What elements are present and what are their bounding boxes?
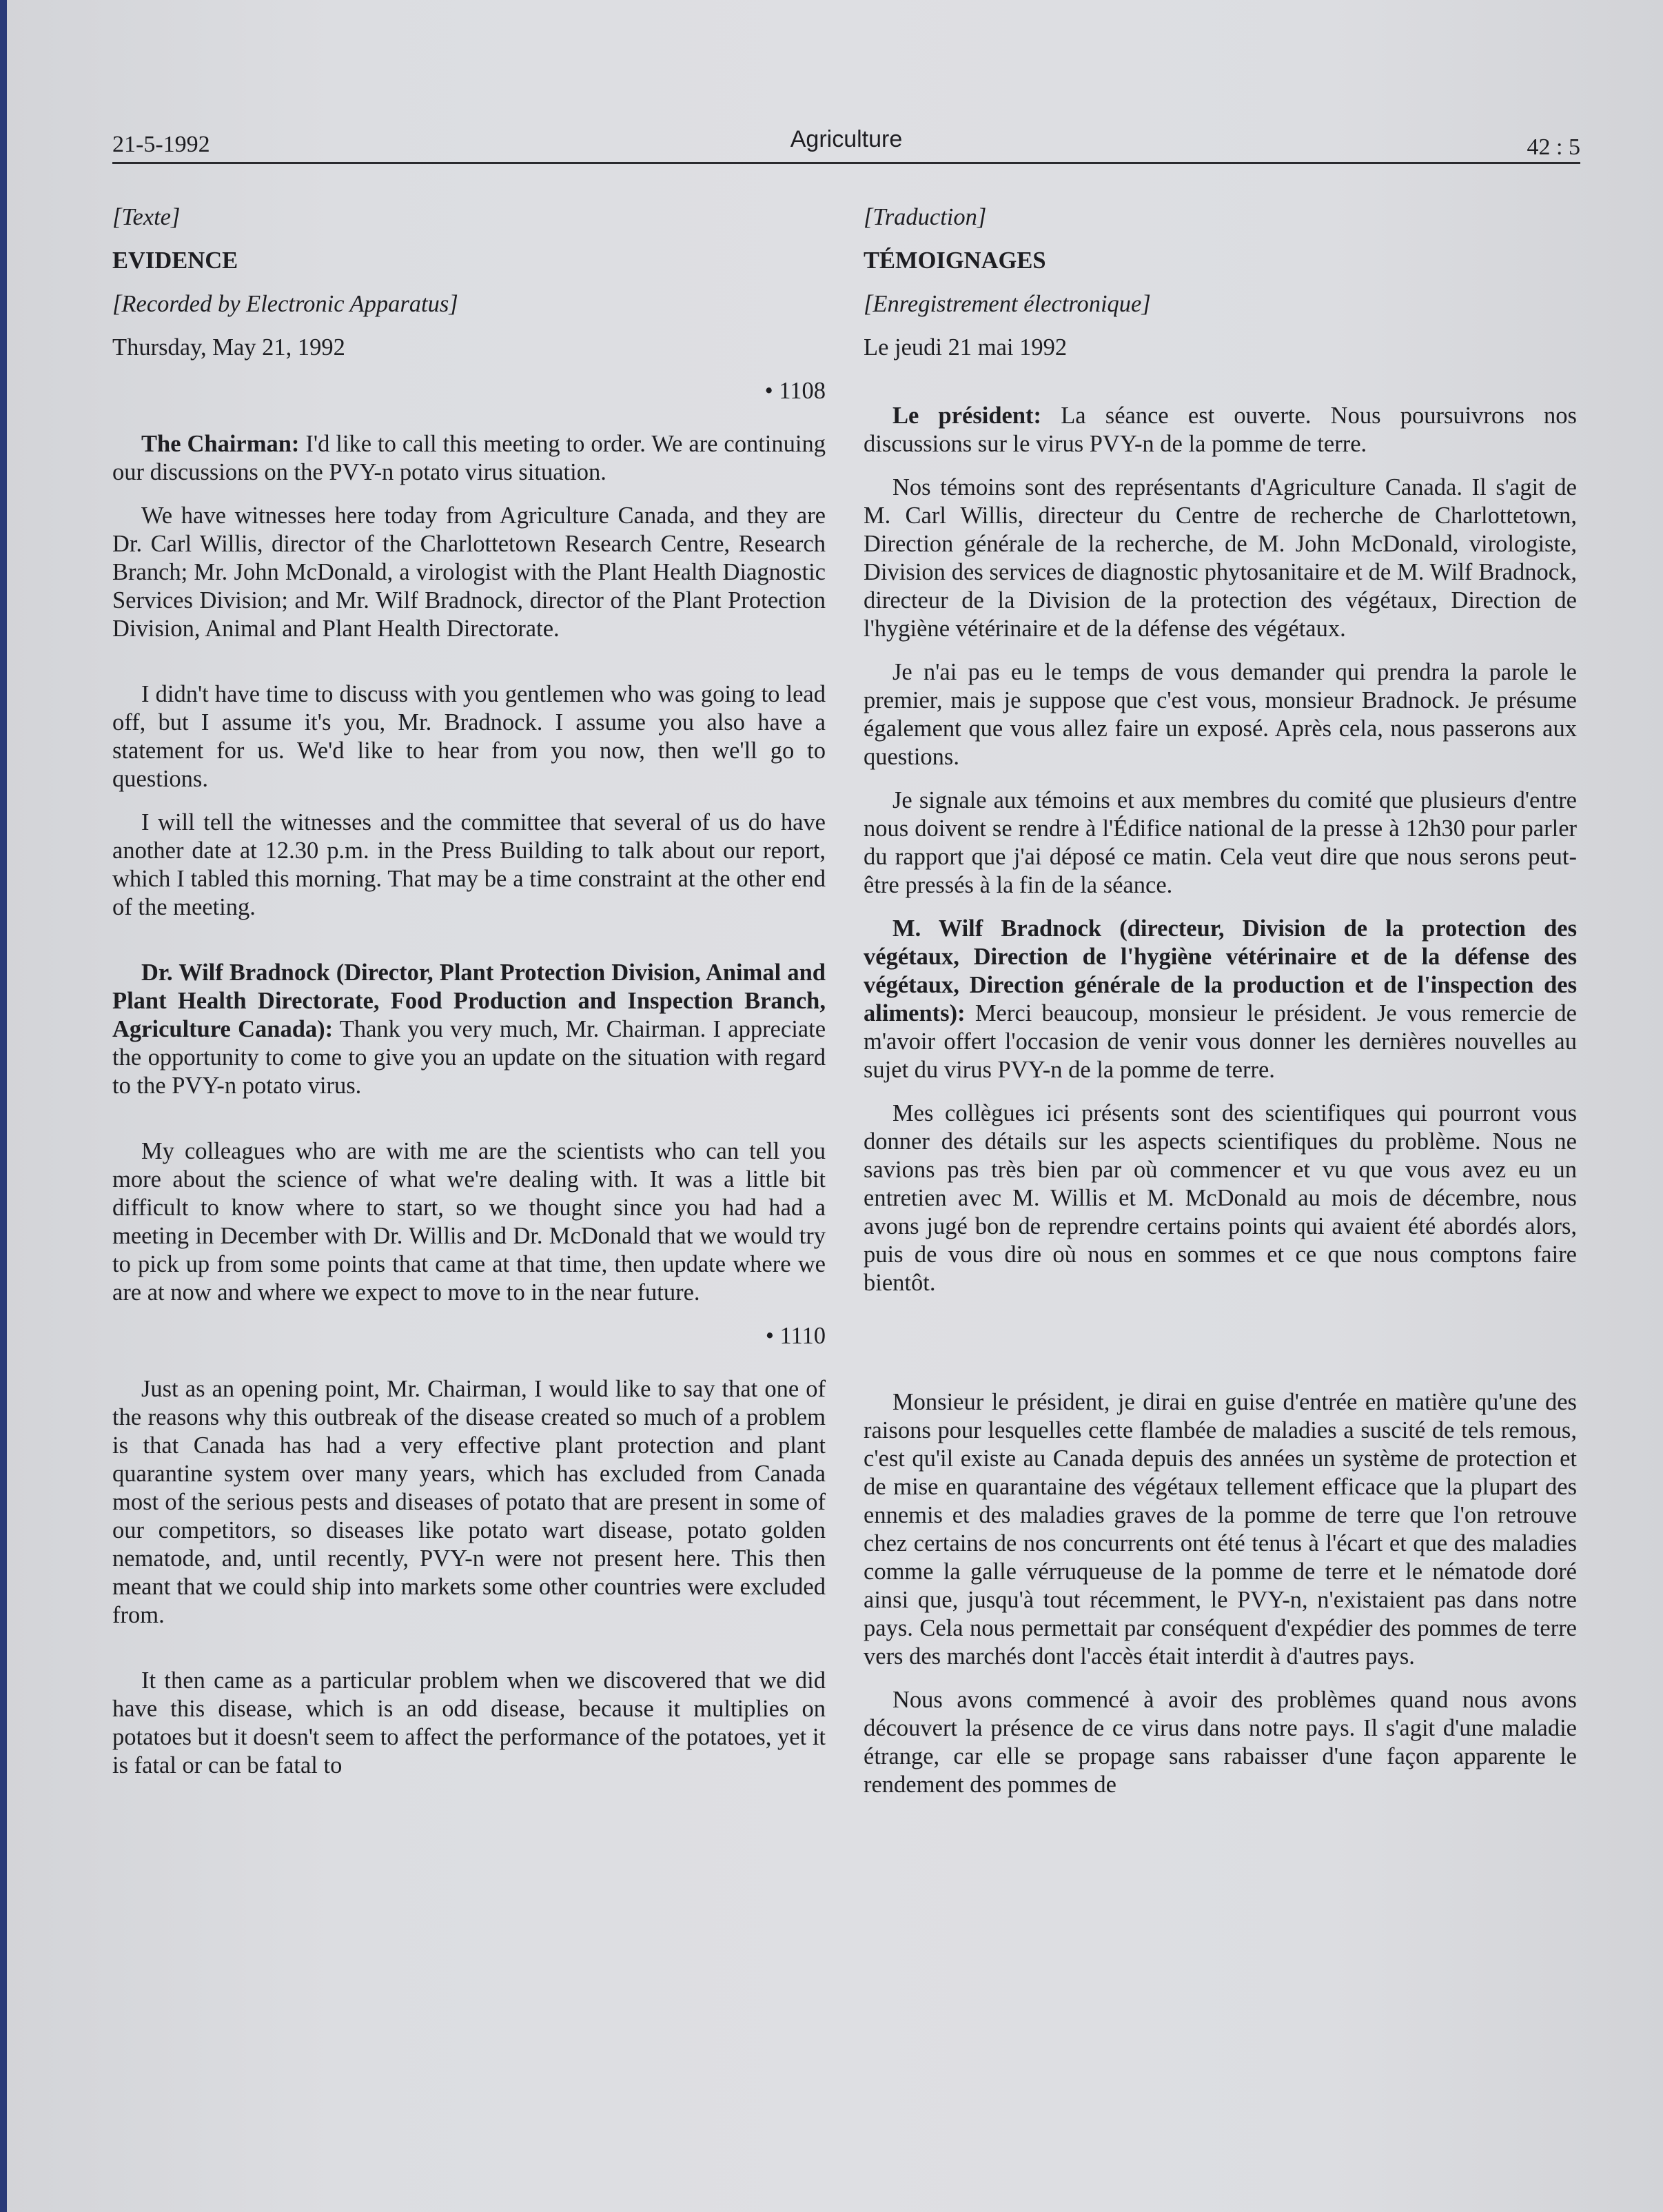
speaker-name: Dr. Wilf Bradnock (Director, Plant Protection Division, Animal and Plant Health Directorate, Food Production and Inspection Branch, Agriculture Canada): xyxy=(112,960,826,1042)
evidence-heading: EVIDENCE xyxy=(112,247,238,274)
paragraph xyxy=(112,430,826,487)
speaker-name: The Chairman: xyxy=(141,431,300,457)
traduction-label: [Traduction] xyxy=(864,204,987,230)
speech-text: La séance est ouverte. Nous poursuivrons nos discussions sur le virus PVY-n de la pomme de terre. xyxy=(864,403,1577,457)
running-header xyxy=(112,126,1580,164)
paragraph: Je n'ai pas eu le temps de vous demander qui prendra la parole le premier, mais je suppose que c'est vous, monsieur Bradnock. Je présume également que vous allez faire un exposé. Après cela, nous passerons aux questions. xyxy=(864,659,1577,770)
paragraph: It then came as a particular problem when we discovered that we did have this disease, which is an odd disease, because it multiplies on potatoes but it doesn't seem to affect the performance of the potatoes, yet it is fatal or can be fatal to xyxy=(112,1667,826,1778)
speech-text: Merci beaucoup, monsieur le président. Je vous remercie de m'avoir offert l'occasion de venir vous donner les dernières nouvelles au sujet du virus PVY-n de la pomme de terre. xyxy=(864,1000,1577,1083)
paragraph xyxy=(864,915,1577,1084)
recorded-note: [Enregistrement électronique] xyxy=(864,291,1151,317)
paragraph: Mes collègues ici présents sont des scientifiques qui pourront vous donner des détails sur les aspects scientifiques du problème. Nous ne savions pas très bien par où commencer et vu que vous avez eu un entretien avec M. Willis et M. McDonald au mois de décembre, nous avons jugé bon de reprendre certains points qui avaient été abordés alors, puis de vous dire où nous en sommes et ce que nous comptons faire bientôt. xyxy=(864,1100,1577,1296)
meeting-date: Le jeudi 21 mai 1992 xyxy=(864,334,1068,361)
header-title: Agriculture xyxy=(790,126,903,152)
paragraph xyxy=(112,959,826,1100)
paragraph: Je signale aux témoins et aux membres du comité que plusieurs d'entre nous doivent se rendre à l'Édifice national de la presse à 12h30 pour parler du rapport que j'ai déposé ce matin. Cela veut dire que nous serons peut-être pressés à la fin de la séance. xyxy=(864,787,1577,898)
time-marker: • 1108 xyxy=(764,378,826,404)
temoignages-heading: TÉMOIGNAGES xyxy=(864,247,1046,274)
header-date: 21-5-1992 xyxy=(112,132,210,157)
paragraph: I didn't have time to discuss with you gentlemen who was going to lead off, but I assume it's you, Mr. Bradnock. I assume you also have a statement for us. We'd like to hear from you now, then we'll go to questions. xyxy=(112,681,826,792)
paragraph: Nous avons commencé à avoir des problèmes quand nous avons découvert la présence de ce virus dans notre pays. Il s'agit d'une maladie étrange, car elle se propage sans rabaisser d'une façon apparente le rendement des pommes de xyxy=(864,1687,1577,1798)
paragraph: Monsieur le président, je dirai en guise d'entrée en matière qu'une des raisons pour lesquelles cette flambée de maladies a suscité de tels remous, c'est qu'il existe au Canada depuis des années un système de protection et de mise en quarantaine des végétaux tellement efficace que la plupart des ennemis et des maladies graves de la pomme de terre que l'on retrouve chez certains de nos concurrents ont été tenus à l'écart et que des maladies comme la galle vérruqueuse de la pomme de terre et le nématode doré ainsi que, jusqu'à tout récemment, le PVY-n, n'existaient pas dans notre pays. Cela nous permettait par conséquent d'expédier des pommes de terre vers des marchés dont l'accès était interdit à d'autres pays. xyxy=(864,1389,1577,1670)
recorded-note: [Recorded by Electronic Apparatus] xyxy=(112,291,458,317)
paragraph: Just as an opening point, Mr. Chairman, I would like to say that one of the reasons why this outbreak of the disease created so much of a problem is that Canada has had a very effective plant protection and plant quarantine system over many years, which has excluded from Canada most of the serious pests and diseases of potato that are present in some of our competitors, so diseases like potato wart disease, potato golden nematode, and, until recently, PVY-n were not present here. This then meant that we could ship into markets some other countries were excluded from. xyxy=(112,1376,826,1628)
texte-label: [Texte] xyxy=(112,204,181,230)
speaker-name: Le président: xyxy=(892,403,1042,429)
binding-edge xyxy=(0,0,7,2212)
paragraph xyxy=(864,402,1577,458)
header-page-number: 42 : 5 xyxy=(1527,134,1580,160)
paragraph: Nos témoins sont des représentants d'Agriculture Canada. Il s'agit de M. Carl Willis, directeur du Centre de recherche de Charlottetown, Direction générale de la recherche, de M. John McDonald, virologiste, Division des services de diagnostic phytosanitaire et de M. Wilf Bradnock, directeur de la Division de la protection des végétaux, Direction de l'hygiène vétérinaire et de la défense des végétaux. xyxy=(864,474,1577,642)
meeting-date: Thursday, May 21, 1992 xyxy=(112,334,345,361)
paragraph: My colleagues who are with me are the scientists who can tell you more about the science of what we're dealing with. It was a little bit difficult to know where to start, so we thought since you had had a meeting in December with Dr. Willis and Dr. McDonald that we would try to pick up from some points that came at that time, then update where we are at now and where we expect to move to in the near future. xyxy=(112,1138,826,1306)
speech-text: Thank you very much, Mr. Chairman. I appreciate the opportunity to come to give you an update on the situation with regard to the PVY-n potato virus. xyxy=(112,1016,826,1099)
speaker-name: M. Wilf Bradnock (directeur, Division de la protection des végétaux, Direction de l'hygiène vétérinaire et de la défense des végétaux, Direction générale de la production et de l'inspection des aliments): xyxy=(864,915,1577,1026)
paragraph: I will tell the witnesses and the committee that several of us do have another date at 12.30 p.m. in the Press Building to talk about our report, which I tabled this morning. That may be a time constraint at the other end of the meeting. xyxy=(112,809,826,920)
paragraph: We have witnesses here today from Agriculture Canada, and they are Dr. Carl Willis, director of the Charlottetown Research Centre, Research Branch; Mr. John McDonald, a virologist with the Plant Health Diagnostic Services Division; and Mr. Wilf Bradnock, director of the Plant Protection Division, Animal and Plant Health Directorate. xyxy=(112,503,826,642)
time-marker: • 1110 xyxy=(765,1323,826,1349)
speech-text: I'd like to call this meeting to order. We are continuing our discussions on the PVY-n potato virus situation. xyxy=(112,431,826,485)
english-column xyxy=(112,203,826,1795)
french-column xyxy=(864,203,1577,1814)
